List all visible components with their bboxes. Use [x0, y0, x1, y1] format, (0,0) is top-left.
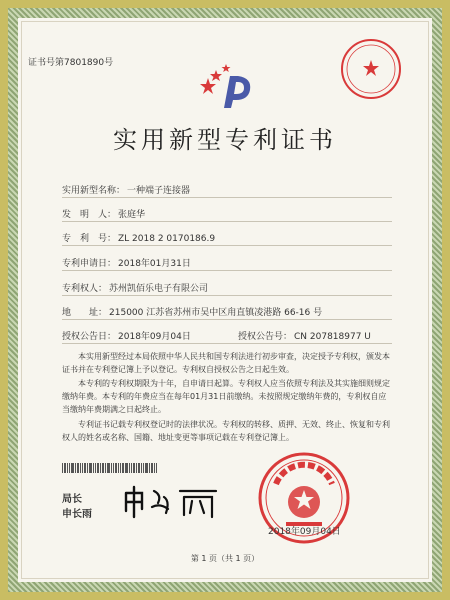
- field-value: ZL 2018 2 0170186.9: [118, 234, 216, 244]
- field-value: 一种端子连接器: [127, 186, 191, 196]
- field-grant-number: [238, 329, 371, 342]
- field-utility-model-name: [62, 183, 190, 196]
- field-patentee: [62, 281, 208, 294]
- cert-no-value: 7801890: [64, 58, 105, 68]
- field-value: 2018年09月04日: [118, 332, 191, 342]
- field-address: [62, 305, 322, 318]
- divider: [62, 343, 392, 344]
- handwritten-signature-icon: [120, 483, 230, 519]
- seal-date: 2018年09月04日: [268, 527, 341, 537]
- patent-office-logo-icon: [200, 58, 256, 112]
- field-label: 实用新型名称：: [62, 186, 126, 196]
- page-footer: 第 1 页（共 1 页）: [190, 554, 260, 563]
- field-application-date: [62, 256, 191, 269]
- field-grant-date: [62, 329, 191, 342]
- field-value: CN 207818977 U: [294, 332, 371, 342]
- paragraph-grant: 本实用新型经过本局依照中华人民共和国专利法进行初步审查，决定授予专利权，颁发本证书并在专利登记簿上予以登记。专利权自授权公告之日起生效。: [62, 352, 390, 374]
- signature-role: 局长: [62, 494, 82, 505]
- paragraph-legal-status: 专利证书记载专利权登记时的法律状况。专利权的转移、质押、无效、终止、恢复和专利权人的姓名或名称、国籍、地址变更等事项记载在专利登记簿上。: [62, 420, 390, 442]
- field-label: 专利申请日：: [62, 259, 117, 269]
- field-value: 215000 江苏省苏州市吴中区甪直镇凌港路 66-16 号: [109, 308, 323, 318]
- field-value: 苏州凯佰乐电子有限公司: [109, 284, 209, 294]
- divider: [62, 245, 392, 246]
- signature-name: 申长雨: [62, 509, 92, 520]
- field-label: 授权公告日：: [62, 332, 117, 342]
- top-right-seal-icon: [340, 38, 402, 100]
- field-patent-number: [62, 231, 215, 244]
- divider: [62, 270, 392, 271]
- divider: [62, 221, 392, 222]
- field-value: 张庭华: [118, 210, 146, 220]
- page-title: 实用新型专利证书: [113, 126, 337, 154]
- divider: [62, 197, 392, 198]
- field-value: 2018年01月31日: [118, 259, 191, 269]
- cert-no-suffix: 号: [104, 58, 114, 68]
- divider: [62, 319, 392, 320]
- divider: [62, 295, 392, 296]
- cert-no-label: 证书号第: [28, 58, 65, 68]
- field-inventor: [62, 207, 145, 220]
- field-label: 专利权人：: [62, 284, 108, 294]
- paragraph-term: 本专利的专利权期限为十年，自申请日起算。专利权人应当依照专利法及其实施细则规定缴纳年费。本专利的年费应当在每年01月31日前缴纳。未按照规定缴纳年费的，专利权自应当缴纳年费期满之日起终止。: [62, 379, 390, 414]
- field-label: 专 利 号：: [62, 234, 117, 244]
- certificate-number: [28, 55, 113, 68]
- field-label: 地 址：: [62, 308, 108, 318]
- field-label: 授权公告号：: [238, 332, 293, 342]
- field-label: 发 明 人：: [62, 210, 117, 220]
- barcode: [62, 463, 166, 473]
